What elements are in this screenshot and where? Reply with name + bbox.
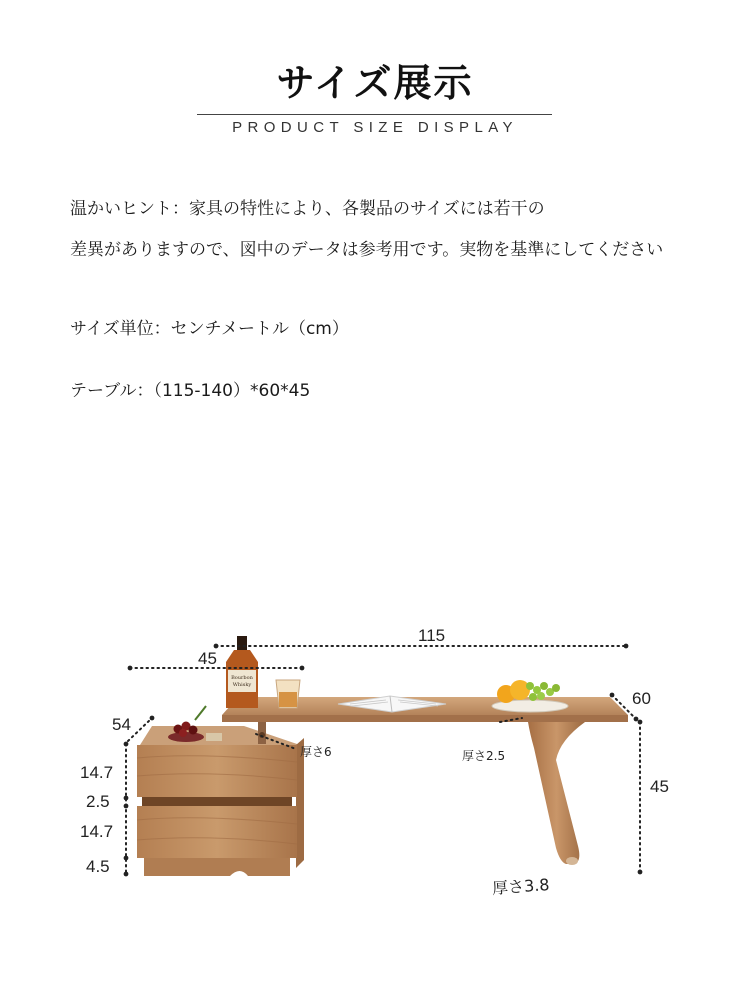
dim-drawer-bottom: 14.7: [80, 822, 114, 841]
note-line-1: 温かいヒント：家具の特性により、各製品のサイズには若干の: [70, 199, 545, 219]
dim-length: 115: [418, 626, 446, 645]
dim-height: 45: [650, 777, 669, 796]
whisky-bottle: [226, 636, 258, 708]
page-subtitle: PRODUCT SIZE DISPLAY: [232, 119, 518, 136]
dim-cabinet-width: 45: [198, 649, 217, 668]
cabinet-base: [144, 858, 290, 876]
dim-gap: 2.5: [86, 792, 110, 811]
cabinet-gap: [142, 797, 292, 806]
dim-top-thickness: 厚さ2.5: [462, 749, 506, 763]
dim-cabinet-depth: 54: [112, 715, 131, 734]
fruit-plate: [492, 680, 568, 712]
table-leg: [528, 722, 585, 864]
dim-drawer-top: 14.7: [80, 763, 114, 782]
cabinet-drawer-top: [137, 745, 297, 797]
table-size: テーブル：（115-140）*60*45: [70, 381, 311, 401]
page-title: サイズ展示: [276, 61, 474, 105]
cabinet: [137, 726, 304, 876]
dim-depth: 60: [632, 689, 651, 708]
svg-text:Whisky: Whisky: [232, 682, 252, 688]
dim-leg-thickness: 厚さ3.8: [491, 875, 551, 898]
glass: [276, 680, 300, 708]
dim-plate-thickness: 厚さ6: [300, 745, 332, 759]
note-line-2: 差異がありますので、図中のデータは参考用です。実物を基準にしてください: [70, 240, 664, 260]
cabinet-drawer-bottom: [137, 806, 297, 858]
size-unit: サイズ単位：センチメートル（cm）: [70, 319, 349, 339]
dim-base: 4.5: [86, 857, 110, 876]
fruit-bowl-small: [168, 706, 206, 742]
cabinet-small-box: [206, 733, 222, 741]
svg-text:Bourbon: Bourbon: [231, 675, 253, 681]
